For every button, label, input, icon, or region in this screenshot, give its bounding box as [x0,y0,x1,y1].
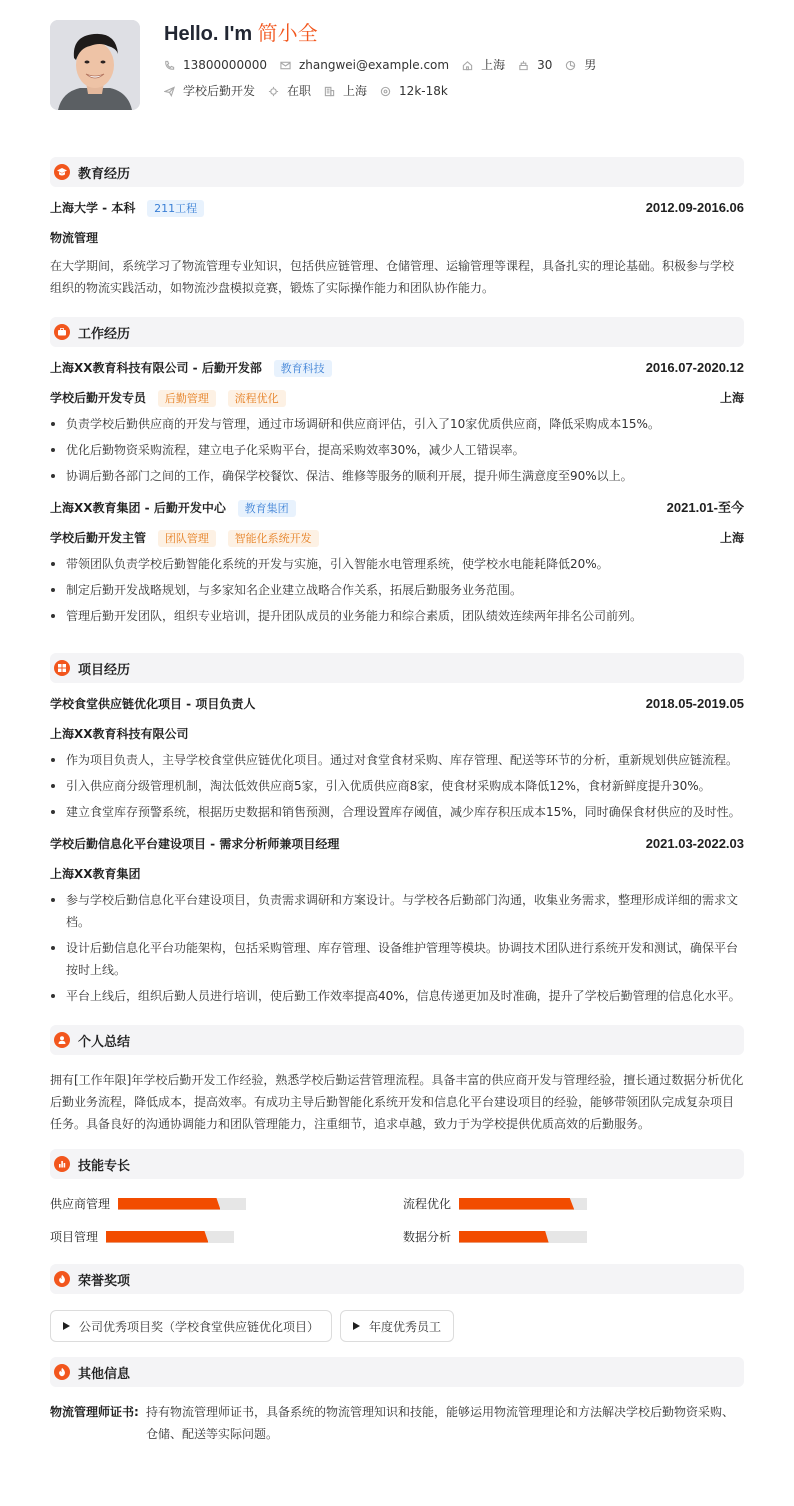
section-projects-header [50,653,744,683]
job-intent-value: 学校后勤开发 [183,84,256,98]
status-item [268,83,311,100]
gender-icon [565,60,576,71]
gender-value: 男 [584,58,597,72]
section-work-header [50,317,744,347]
contact-row [164,57,609,74]
project-name: 学校食堂供应链优化项目 - 项目负责人 [50,697,256,711]
section-summary-header [50,1025,744,1055]
header-info [164,20,609,100]
person-icon [54,1032,70,1048]
project-entry [50,835,744,1007]
skill-name: 数据分析 [403,1230,452,1244]
summary-text: 拥有[工作年限]年学校后勤开发工作经验，熟悉学校后勤运营管理流程。具备丰富的供应商开发与管理经验，擅长通过数据分析优化后勤业务流程，降低成本，提高效率。有成功主导后勤智能化系统开发和信息化平台建设项目的经验，能够带领团队完成复杂项目任务。具备良好的沟通协调能力和团队管理能力，注重细节，追求卓越，致力于为学校提供优质高效的后勤服务。 [50,1073,744,1131]
list-item: 协调后勤各部门之间的工作，确保学校餐饮、保洁、维修等服务的顺利开展，提升师生满意度至90%以上。 [50,465,744,487]
other-label: 物流管理师证书: [50,1405,139,1419]
section-other-header [50,1357,744,1387]
skill-fill [459,1198,574,1210]
section-title: 项目经历 [78,662,131,678]
section-title: 工作经历 [78,326,131,342]
project-company: 上海XX教育科技有限公司 [50,727,189,741]
home-icon [462,60,473,71]
flame-icon [54,1364,70,1380]
building-icon [324,86,335,97]
work-role-row [50,529,744,547]
project-company: 上海XX教育集团 [50,867,141,881]
age-item [518,57,552,74]
honors-list [50,1310,744,1342]
work-location: 上海 [719,391,744,405]
email-value: zhangwei@example.com [298,58,450,72]
salary-value: 12k-18k [399,84,448,98]
list-item: 制定后勤开发战略规划，与多家知名企业建立战略合作关系，拓展后勤服务业务范围。 [50,579,744,601]
job-row [164,83,609,100]
education-date: 2012.09-2016.06 [645,200,744,215]
candidate-name: 简小全 [257,23,318,45]
other-text: 持有物流管理师证书，具备系统的物流管理知识和技能，能够运用物流管理理论和方法解决学校后勤物资采购、仓储、配送等实际问题。 [146,1405,735,1441]
work-entry [50,499,744,627]
skill-bar [106,1231,234,1243]
mail-icon [280,60,291,71]
project-name: 学校后勤信息化平台建设项目 - 需求分析师兼项目经理 [50,837,340,851]
page-title [164,21,609,47]
work-company-row [50,359,744,377]
list-item: 作为项目负责人，主导学校食堂供应链优化项目。通过对食堂食材采购、库存管理、配送等环节的分析，重新规划供应链流程。 [50,749,744,771]
salary-item [380,83,448,100]
education-header-row [50,199,744,217]
skill-item [403,1228,744,1245]
skill-bar [118,1198,246,1210]
status-icon [268,86,279,97]
work-role-row [50,389,744,407]
section-skills-header [50,1149,744,1179]
role-tag: 流程优化 [228,390,286,407]
section-title: 教育经历 [78,166,131,182]
phone-value: 13800000000 [183,58,267,72]
list-item: 建立食堂库存预警系统，根据历史数据和销售预测，合理设置库存阈值，减少库存积压成本15%，同时确保食材供应的及时性。 [50,801,744,823]
flame-icon [54,1271,70,1287]
project-bullets [50,749,744,823]
email-item [280,57,449,74]
work-bullets [50,553,744,627]
work-entry [50,359,744,487]
project-date: 2021.03-2022.03 [645,836,744,851]
honor-label: 公司优秀项目奖（学校食堂供应链优化项目） [79,1319,320,1334]
work-date: 2016.07-2020.12 [645,360,744,375]
section-title: 荣誉奖项 [78,1273,131,1289]
briefcase-icon [54,324,70,340]
work-company-row [50,499,744,517]
other-item [50,1401,744,1445]
city-value: 上海 [481,58,506,72]
resume-header [50,20,744,130]
greeting-text: Hello. I'm [164,23,258,45]
company-name: 上海XX教育集团 - 后勤开发中心 [50,501,226,515]
skill-fill [459,1231,549,1243]
list-item: 负责学校后勤供应商的开发与管理，通过市场调研和供应商评估，引入了10家优质供应商，降低采购成本15%。 [50,413,744,435]
project-date: 2018.05-2019.05 [645,696,744,711]
honor-item [50,1310,332,1342]
school-tag: 211工程 [147,200,204,217]
age-icon [518,60,529,71]
bar-chart-icon [54,1156,70,1172]
phone-item [164,57,267,74]
skill-fill [118,1198,220,1210]
skill-item [403,1195,744,1212]
role-tag: 后勤管理 [158,390,216,407]
skill-item [50,1228,403,1245]
skill-name: 供应商管理 [50,1197,111,1211]
job-intent-item [164,83,255,100]
skill-fill [106,1231,208,1243]
gender-item [565,57,596,74]
skill-name: 项目管理 [50,1230,99,1244]
honor-label: 年度优秀员工 [369,1319,442,1334]
role-tag: 团队管理 [158,530,216,547]
company-tag: 教育科技 [274,360,332,377]
role-tag: 智能化系统开发 [228,530,319,547]
list-item: 带领团队负责学校后勤智能化系统的开发与实施，引入智能水电管理系统，使学校水电能耗降低20%。 [50,553,744,575]
status-value: 在职 [287,84,312,98]
list-item: 引入供应商分级管理机制，淘汰低效供应商5家，引入优质供应商8家，使食材采购成本降低12%，食材新鲜度提升30%。 [50,775,744,797]
avatar [50,20,140,110]
section-title: 个人总结 [78,1034,131,1050]
work-city-item [324,83,367,100]
list-item: 优化后勤物资采购流程，建立电子化采购平台，提高采购效率30%，减少人工错误率。 [50,439,744,461]
education-entry [50,199,744,299]
triangle-bullet-icon [63,1322,70,1330]
skill-item [50,1195,403,1212]
project-bullets [50,889,744,1007]
company-tag: 教育集团 [238,500,296,517]
company-name: 上海XX教育科技有限公司 - 后勤开发部 [50,361,262,375]
grid-icon [54,660,70,676]
salary-icon [380,86,391,97]
section-honors-header [50,1264,744,1294]
role-title: 学校后勤开发主管 [50,531,147,545]
list-item: 设计后勤信息化平台功能架构，包括采购管理、库存管理、设备维护管理等模块。协调技术团队进行系统开发和测试，确保平台按时上线。 [50,937,744,981]
section-title: 技能专长 [78,1158,131,1174]
list-item: 平台上线后，组织后勤人员进行培训，使后勤工作效率提高40%，信息传递更加及时准确，提升了学校后勤管理的信息化水平。 [50,985,744,1007]
graduation-cap-icon [54,164,70,180]
phone-icon [164,60,175,71]
list-item: 管理后勤开发团队，组织专业培训，提升团队成员的业务能力和综合素质，团队绩效连续两年排名公司前列。 [50,605,744,627]
section-education-header [50,157,744,187]
skill-name: 流程优化 [403,1197,452,1211]
education-description: 在大学期间，系统学习了物流管理专业知识，包括供应链管理、仓储管理、运输管理等课程，具备扎实的理论基础。积极参与学校组织的物流实践活动，如物流沙盘模拟竞赛，锻炼了实际操作能力和团队协作能力。 [50,259,735,295]
skill-bar [459,1198,587,1210]
skill-bar [459,1231,587,1243]
work-city-value: 上海 [343,84,368,98]
honor-item [340,1310,454,1342]
project-header-row [50,835,744,853]
skills-grid [50,1195,744,1245]
school-name: 上海大学 - 本科 [50,201,136,215]
city-item [462,57,505,74]
age-value: 30 [537,58,553,72]
send-icon [164,86,175,97]
project-header-row [50,695,744,713]
triangle-bullet-icon [353,1322,360,1330]
list-item: 参与学校后勤信息化平台建设项目，负责需求调研和方案设计。与学校各后勤部门沟通，收集业务需求，整理形成详细的需求文档。 [50,889,744,933]
work-location: 上海 [719,531,744,545]
work-date: 2021.01-至今 [666,500,744,515]
major: 物流管理 [50,231,99,245]
work-bullets [50,413,744,487]
role-title: 学校后勤开发专员 [50,391,147,405]
project-entry [50,695,744,823]
section-title: 其他信息 [78,1366,131,1382]
